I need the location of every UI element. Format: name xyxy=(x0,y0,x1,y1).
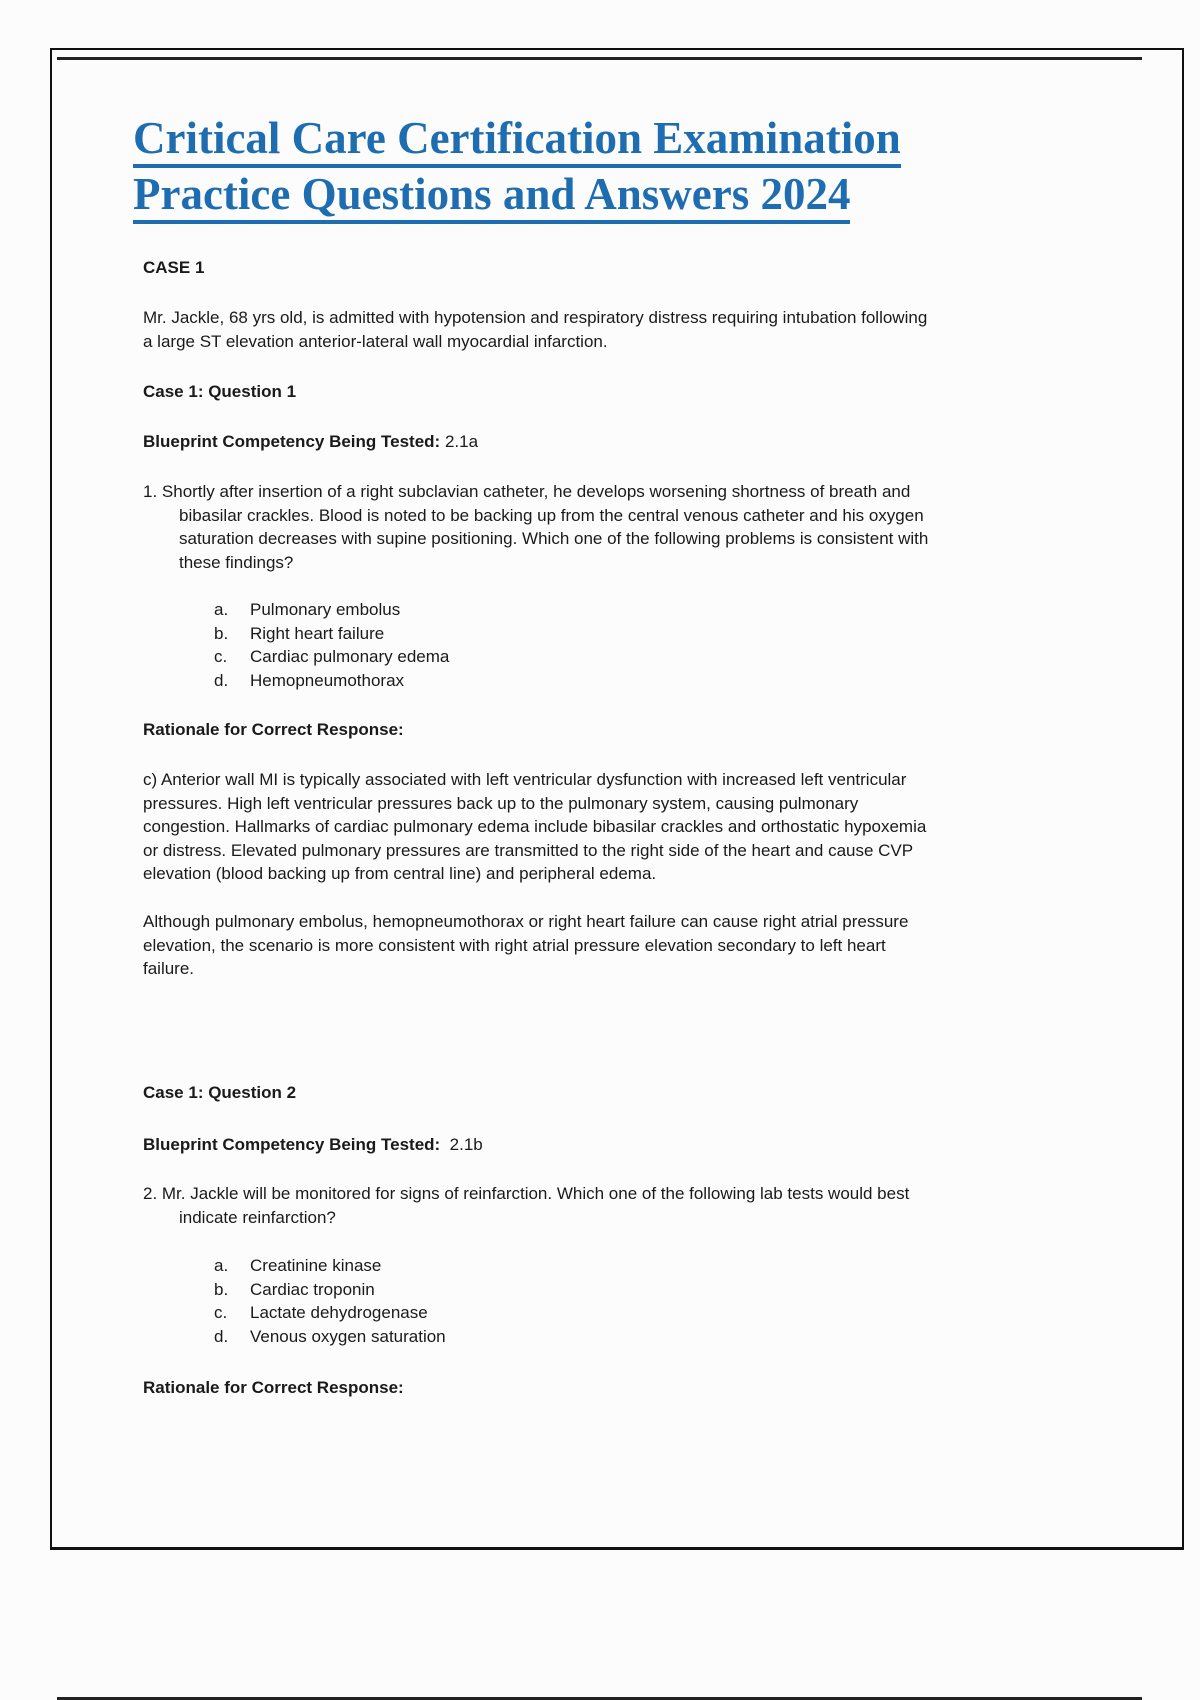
option-letter: b. xyxy=(214,623,229,643)
top-rule xyxy=(57,57,1142,60)
rationale-1-paragraph-2 xyxy=(143,910,908,981)
text-line: saturation decreases with supine positioning. Which one of the following problems is consistent with xyxy=(179,529,929,548)
question-1-heading: Case 1: Question 1 xyxy=(143,382,297,401)
option-b xyxy=(214,622,449,646)
blueprint-value: 2.1b xyxy=(449,1135,483,1154)
text-line: elevation, the scenario is more consistent with right atrial pressure elevation secondary to left heart xyxy=(143,935,886,955)
case-heading: CASE 1 xyxy=(143,258,205,277)
option-text: Cardiac pulmonary edema xyxy=(250,647,450,666)
question-2-heading: Case 1: Question 2 xyxy=(143,1083,297,1102)
question-1-blueprint xyxy=(143,430,478,454)
option-text: Right heart failure xyxy=(250,623,385,643)
text-line: indicate reinfarction? xyxy=(179,1207,336,1227)
title-line-2: Practice Questions and Answers 2024 xyxy=(133,168,850,224)
question-2-options xyxy=(214,1254,446,1348)
option-text: Creatinine kinase xyxy=(250,1256,382,1275)
option-letter: d. xyxy=(214,670,229,690)
text-line: 2. Mr. Jackle will be monitored for signs of reinfarction. Which one of the following lab tests would best xyxy=(143,1184,910,1203)
text-line: failure. xyxy=(143,959,195,978)
option-letter: a. xyxy=(214,1256,229,1275)
question-1-text xyxy=(143,480,928,574)
text-line: Mr. Jackle, 68 yrs old, is admitted with hypotension and respiratory distress requiring intubation following xyxy=(143,308,928,327)
rationale-2-heading: Rationale for Correct Response: xyxy=(143,1378,404,1397)
option-text: Venous oxygen saturation xyxy=(250,1326,446,1346)
rationale-1-paragraph-1 xyxy=(143,768,926,886)
text-line: elevation (blood backing up from central line) and peripheral edema. xyxy=(143,864,657,883)
option-a xyxy=(214,1254,446,1278)
option-letter: b. xyxy=(214,1279,229,1299)
rationale-1-heading: Rationale for Correct Response: xyxy=(143,720,404,739)
option-a xyxy=(214,598,449,622)
option-d xyxy=(214,669,449,693)
option-b xyxy=(214,1278,446,1302)
option-letter: c. xyxy=(214,647,228,666)
text-line: or distress. Elevated pulmonary pressures are transmitted to the right side of the heart and cause CVP xyxy=(143,840,914,860)
case-intro xyxy=(143,306,927,353)
text-line: a large ST elevation anterior-lateral wall myocardial infarction. xyxy=(143,331,608,351)
option-d xyxy=(214,1325,446,1349)
title-line-1: Critical Care Certification Examination xyxy=(133,112,901,168)
blueprint-label: Blueprint Competency Being Tested: xyxy=(143,432,441,451)
text-line: Although pulmonary embolus, hemopneumothorax or right heart failure can cause right atrial pressure xyxy=(143,912,909,931)
option-letter: d. xyxy=(214,1326,229,1346)
text-line: 1. Shortly after insertion of a right subclavian catheter, he develops worsening shortness of breath and xyxy=(143,482,911,501)
option-text: Hemopneumothorax xyxy=(250,670,405,690)
option-text: Cardiac troponin xyxy=(250,1279,375,1299)
question-1-options xyxy=(214,598,449,692)
text-line: congestion. Hallmarks of cardiac pulmonary edema include bibasilar crackles and orthostatic hypoxemia xyxy=(143,817,927,836)
option-c xyxy=(214,645,449,669)
text-line: c) Anterior wall MI is typically associated with left ventricular dysfunction with increased left ventricular xyxy=(143,770,907,789)
question-2-text xyxy=(143,1182,909,1229)
option-letter: a. xyxy=(214,600,229,619)
option-text: Lactate dehydrogenase xyxy=(250,1303,428,1322)
option-letter: c. xyxy=(214,1303,228,1322)
text-line: bibasilar crackles. Blood is noted to be backing up from the central venous catheter and his oxygen xyxy=(179,505,924,525)
text-line: these findings? xyxy=(179,552,294,572)
blueprint-value: 2.1a xyxy=(444,432,479,451)
option-c xyxy=(214,1301,446,1325)
question-2-blueprint xyxy=(143,1133,483,1157)
text-line: pressures. High left ventricular pressures back up to the pulmonary system, causing pulmonary xyxy=(143,793,859,813)
blueprint-label: Blueprint Competency Being Tested: xyxy=(143,1135,441,1154)
option-text: Pulmonary embolus xyxy=(250,600,401,619)
